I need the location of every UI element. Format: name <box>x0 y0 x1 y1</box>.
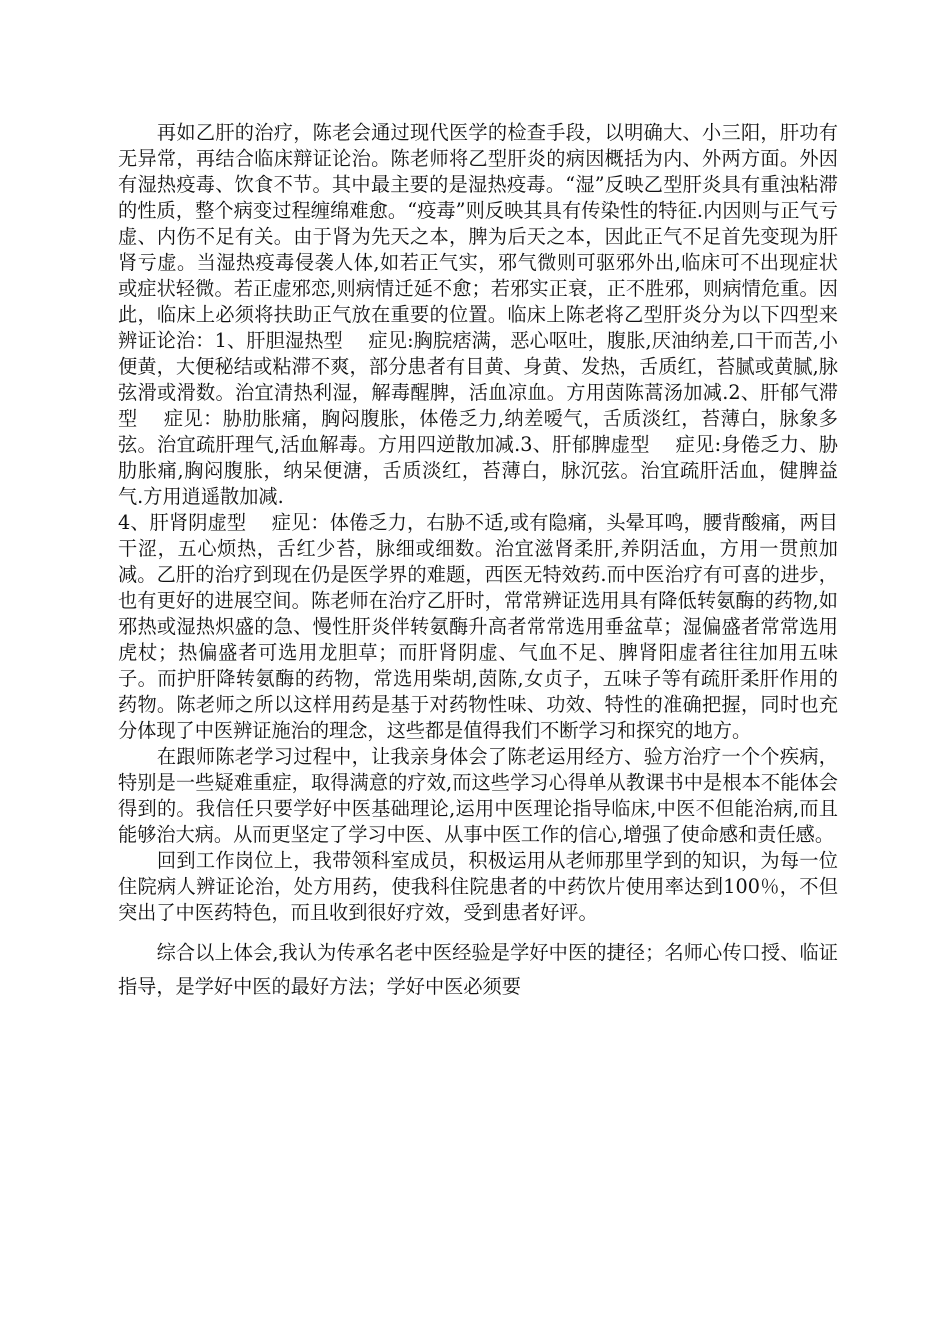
paragraph-liver-kidney-yin-deficiency: 4、肝肾阴虚型 症见：体倦乏力，右胁不适,或有隐痛，头晕耳鸣，腰背酸痛，两目干涩，五心烦热，舌红少苔，脉细或细数。治宜滋肾柔肝,养阴活血，方用一贯煎加减。乙肝的治疗到现在仍是医学界的难题，西医无特效药.而中医治疗有可喜的进步，也有更好的进展空间。陈老师在治疗乙肝时，常常辨证选用具有降低转氨酶的药物,如邪热或湿热炽盛的急、慢性肝炎伴转氨酶升高者常常选用垂盆草；湿偏盛者常常选用虎杖；热偏盛者可选用龙胆草；而肝肾阴虚、气血不足、脾肾阳虚者往往加用五味子。而护肝降转氨酶的药物，常选用柴胡,茵陈,女贞子，五味子等有疏肝柔肝作用的药物。陈老师之所以这样用药是基于对药物性味、功效、特性的准确把握，同时也充分体现了中医辨证施治的理念，这些都是值得我们不断学习和探究的地方。 <box>118 511 838 742</box>
paragraph-learning-experience: 在跟师陈老学习过程中，让我亲身体会了陈老运用经方、验方治疗一个个疾病，特别是一些疑难重症，取得满意的疗效,而这些学习心得单从教课书中是根本不能体会得到的。我信任只要学好中医基础理论,运用中医理论指导临床,中医不但能治病,而且能够治大病。从而更坚定了学习中医、从事中医工作的信心,增强了使命感和责任感。 <box>118 745 838 846</box>
paragraph-work-application: 回到工作岗位上，我带领科室成员，积极运用从老师那里学到的知识，为每一位住院病人辨证论治，处方用药，使我科住院患者的中药饮片使用率达到100％，不但突出了中医药特色，而且收到很好疗效，受到患者好评。 <box>118 849 838 924</box>
paragraph-hepatitis-b-treatment: 再如乙肝的治疗，陈老会通过现代医学的检查手段，以明确大、小三阳，肝功有无异常，再结合临床辩证论治。陈老师将乙型肝炎的病因概括为内、外两方面。外因有湿热疫毒、饮食不节。其中最主要的是湿热疫毒。“湿”反映乙型肝炎具有重浊粘滞的性质，整个病变过程缠绵难愈。“疫毒”则反映其具有传染性的特征.内因则与正气亏虚、内伤不足有关。由于肾为先天之本，脾为后天之本，因此正气不足首先变现为肝肾亏虚。当湿热疫毒侵袭人体,如若正气实，邪气微则可驱邪外出,临床可不出现症状或症状轻微。若正虚邪恋,则病情迁延不愈；若邪实正衰，正不胜邪，则病情危重。因此，临床上必须将扶助正气放在重要的位置。临床上陈老将乙型肝炎分为以下四型来辨证论治：1、肝胆湿热型 症见:胸脘痞满，恶心呕吐，腹胀,厌油纳差,口干而苦,小便黄，大便秘结或粘滞不爽，部分患者有目黄、身黄、发热，舌质红，苔腻或黄腻,脉弦滑或滑数。治宜清热利湿，解毒醒脾，活血凉血。方用茵陈蒿汤加减.2、肝郁气滞型 症见：胁肋胀痛，胸闷腹胀，体倦乏力,纳差嗳气，舌质淡红，苔薄白，脉象多弦。治宜疏肝理气,活血解毒。方用四逆散加减.3、肝郁脾虚型 症见:身倦乏力、胁肋胀痛,胸闷腹胀，纳呆便溏，舌质淡红，苔薄白，脉沉弦。治宜疏肝活血，健脾益气.方用逍遥散加减. <box>118 121 838 508</box>
paragraph-conclusion: 综合以上体会,我认为传承名老中医经验是学好中医的捷径；名师心传口授、临证指导，是学好中医的最好方法；学好中医必须要 <box>118 941 838 998</box>
